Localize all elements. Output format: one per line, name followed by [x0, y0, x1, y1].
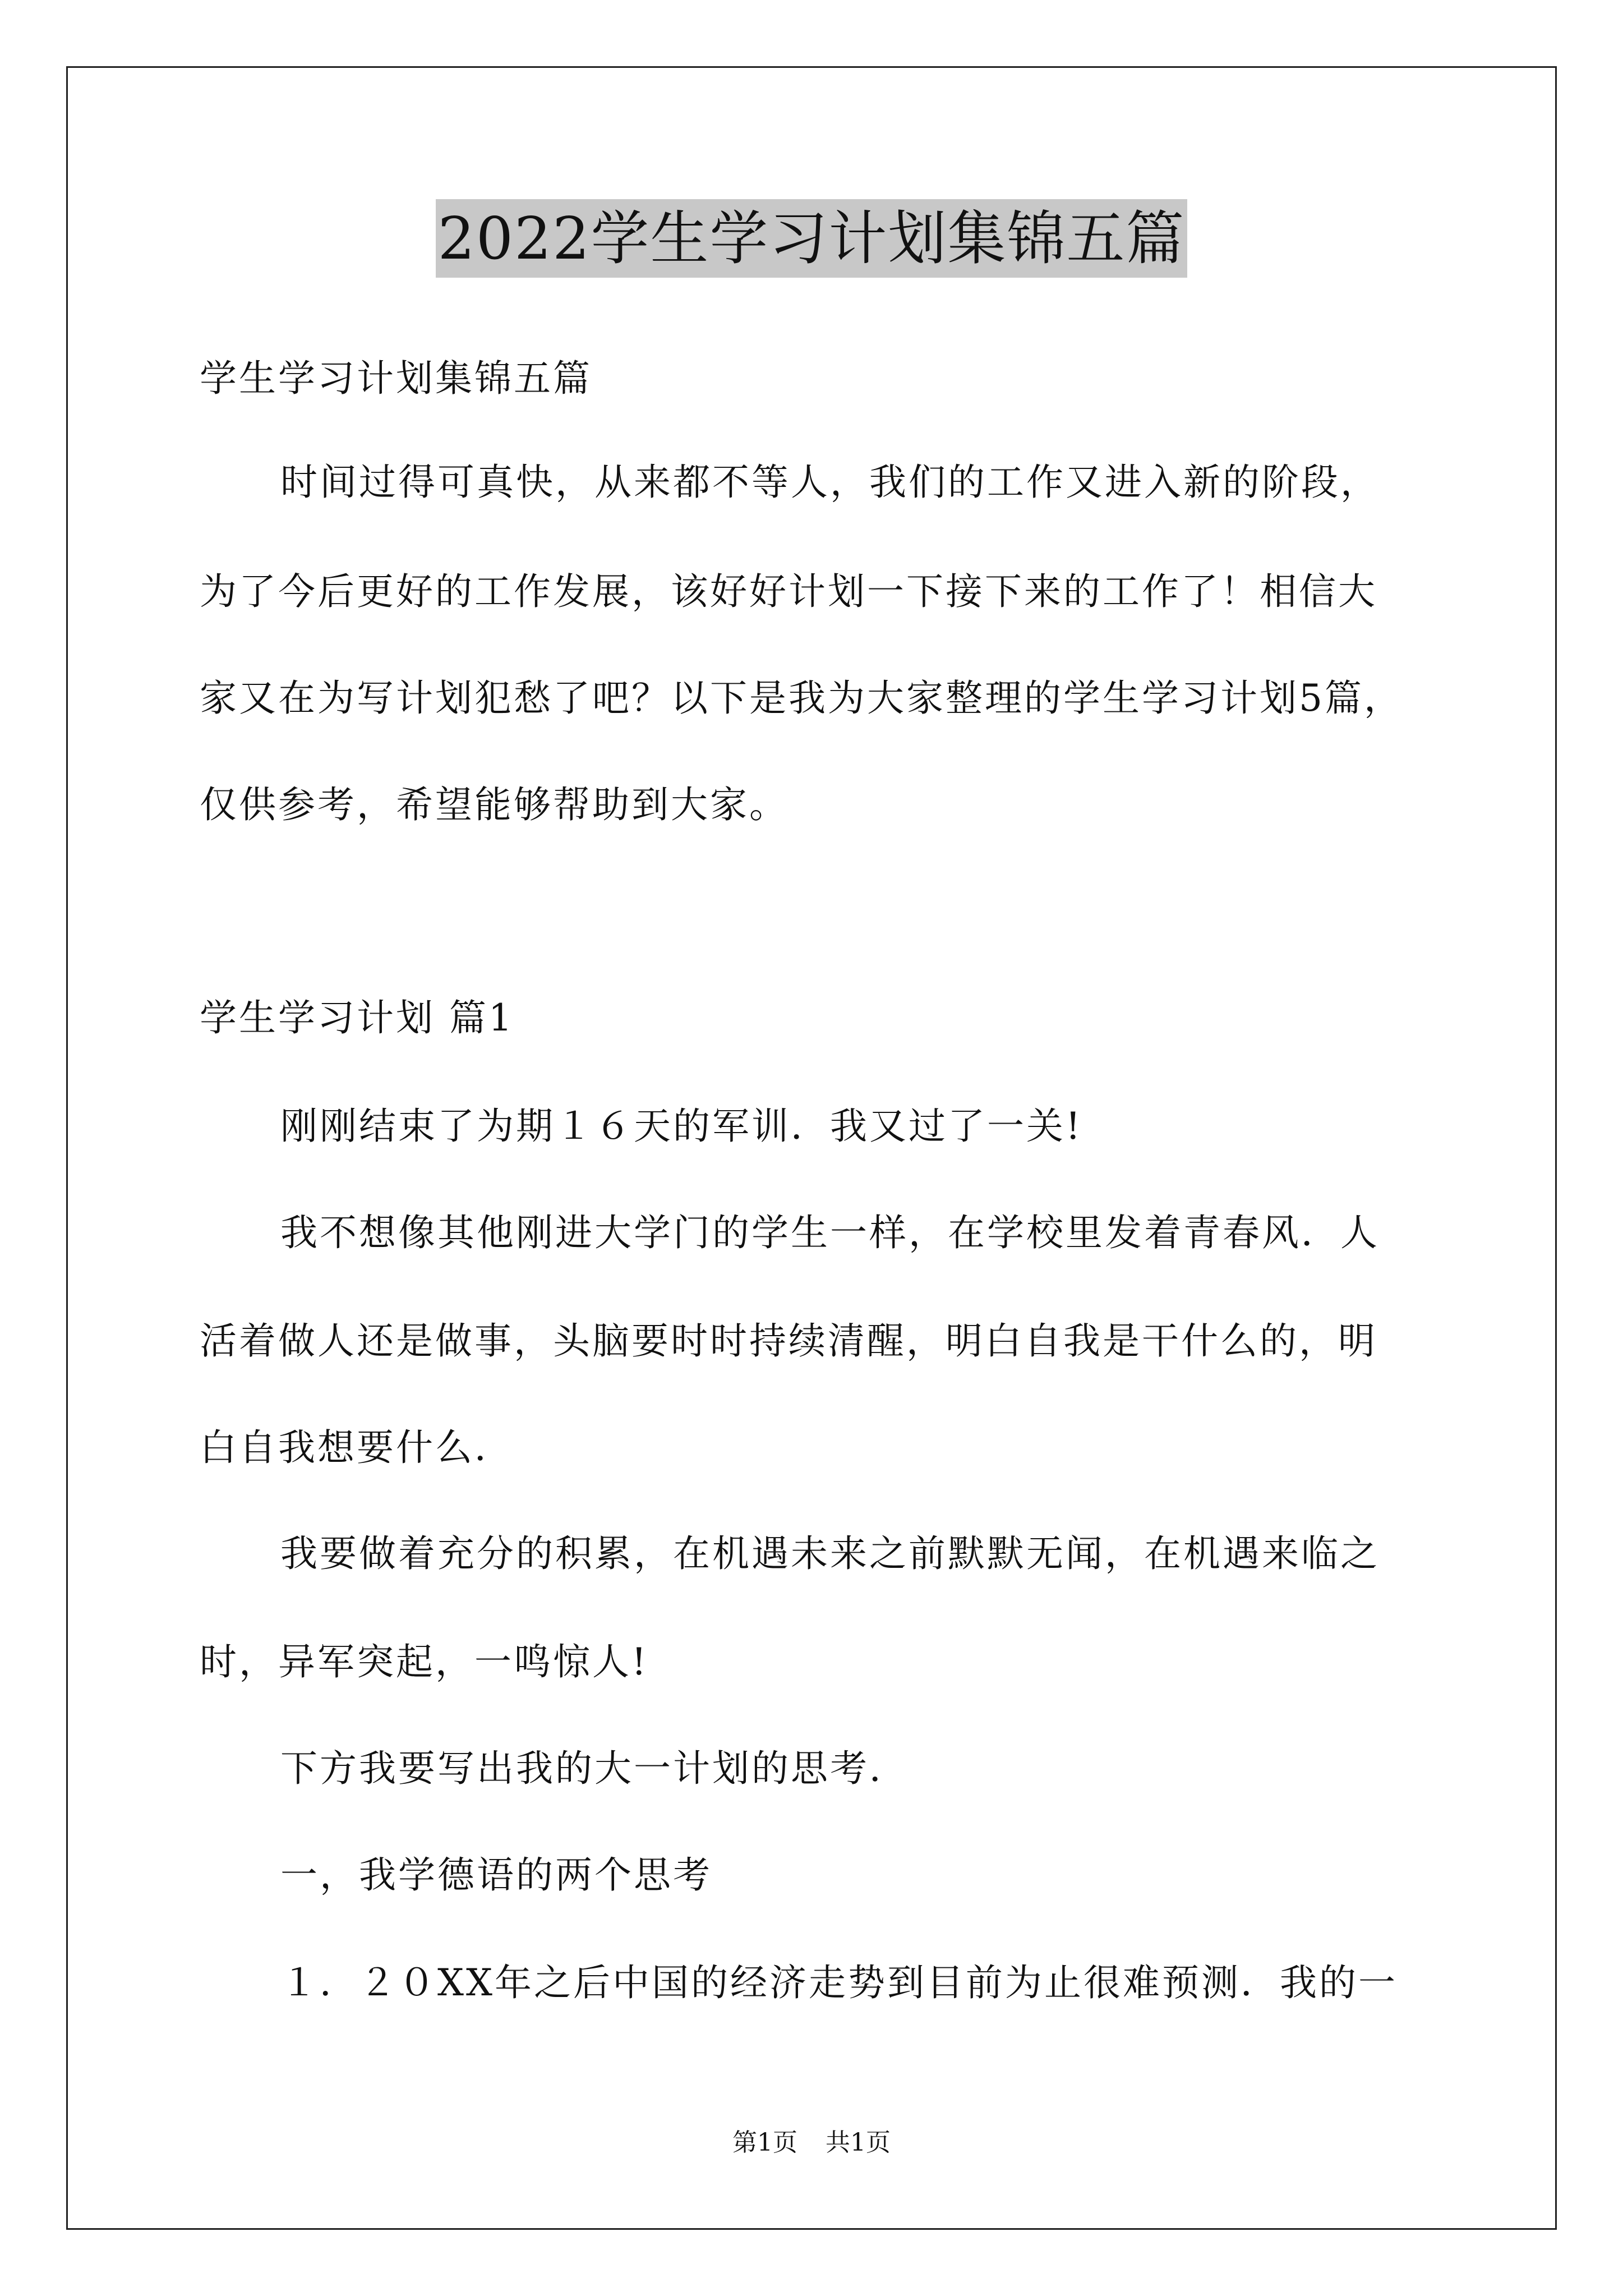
- body-line-5: 我要做着充分的积累，在机遇未来之前默默无闻，在机遇来临之: [280, 1532, 1380, 1575]
- section-heading: 学生学习计划 篇1: [200, 996, 514, 1039]
- subtitle: 学生学习计划集锦五篇: [200, 357, 592, 400]
- body-line-9: １．２０XX年之后中国的经济走势到目前为止很难预测．我的一: [280, 1961, 1398, 2004]
- page-footer: [0, 2126, 1623, 2160]
- intro-line-4: 仅供参考，希望能够帮助到大家。: [200, 783, 789, 826]
- body-line-6: 时，异军突起，一鸣惊人!: [200, 1640, 649, 1683]
- intro-line-3: 家又在为写计划犯愁了吧？以下是我为大家整理的学生学习计划5篇，: [200, 677, 1403, 720]
- intro-line-1: 时间过得可真快，从来都不等人，我们的工作又进入新的阶段，: [280, 461, 1380, 504]
- intro-line-2: 为了今后更好的工作发展，该好好计划一下接下来的工作了！相信大: [200, 570, 1377, 613]
- body-line-3: 活着做人还是做事，头脑要时时持续清醒，明白自我是干什么的，明: [200, 1319, 1377, 1363]
- footer-page-total: 共1页: [826, 2128, 891, 2157]
- body-line-8: 一，我学德语的两个思考: [280, 1853, 712, 1897]
- body-line-1: 刚刚结束了为期１６天的军训．我又过了一关!: [280, 1105, 1083, 1148]
- body-line-7: 下方我要写出我的大一计划的思考．: [280, 1747, 909, 1790]
- document-title: 2022学生学习计划集锦五篇: [436, 199, 1188, 278]
- footer-page-number: 第1页: [732, 2128, 797, 2157]
- title-wrap: [0, 199, 1623, 278]
- body-line-2: 我不想像其他刚进大学门的学生一样，在学校里发着青春风．人: [280, 1211, 1380, 1254]
- body-line-4: 白自我想要什么．: [200, 1426, 514, 1469]
